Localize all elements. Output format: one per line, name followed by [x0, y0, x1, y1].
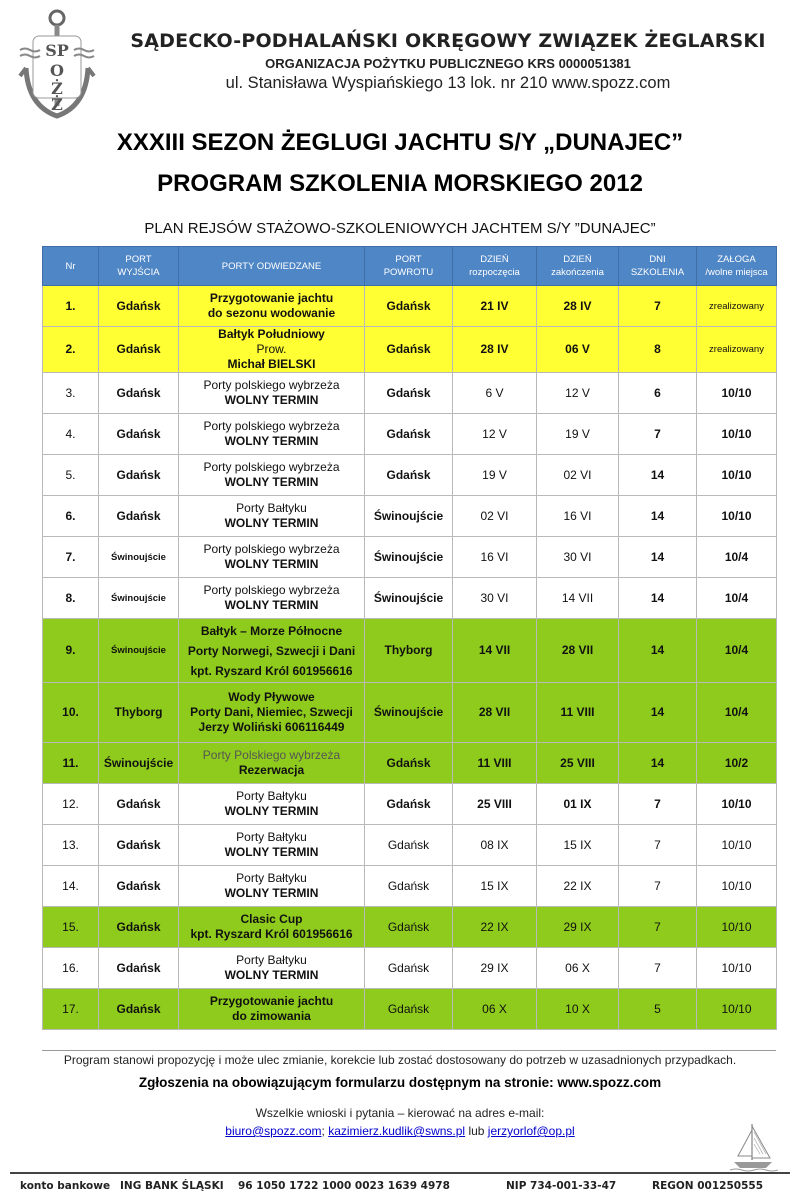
cell-nr: 2. — [43, 327, 99, 373]
cell-days: 7 — [619, 907, 697, 948]
cell-port-from: Gdańsk — [99, 825, 179, 866]
cell-port-from: Gdańsk — [99, 286, 179, 327]
cell-crew: 10/10 — [697, 784, 777, 825]
cell-end: 14 VII — [537, 578, 619, 619]
cell-end: 15 IX — [537, 825, 619, 866]
regon-number: REGON 001250555 — [652, 1180, 763, 1192]
cell-port-from: Świnoujście — [99, 578, 179, 619]
cell-nr: 10. — [43, 683, 99, 743]
cell-ports: Porty polskiego wybrzeża WOLNY TERMIN — [179, 455, 365, 496]
program-note: Program stanowi propozycję i może ulec zmianie, korekcie lub zostać dostosowany do potrzeb w uzasadnionych przypadkach. — [63, 1053, 737, 1067]
header-port-wyjscia: PORT WYJŚCIA — [99, 247, 179, 286]
cell-port-to: Gdańsk — [365, 866, 453, 907]
cell-crew: 10/10 — [697, 496, 777, 537]
bank-name: ING BANK ŚLĄSKI — [120, 1180, 224, 1192]
cell-days: 8 — [619, 327, 697, 373]
cell-days: 14 — [619, 496, 697, 537]
cell-port-to: Gdańsk — [365, 825, 453, 866]
cell-crew: 10/10 — [697, 373, 777, 414]
cell-start: 06 X — [453, 989, 537, 1030]
bottom-divider — [10, 1172, 790, 1174]
cell-port-from: Gdańsk — [99, 414, 179, 455]
cell-port-to: Świnoujście — [365, 496, 453, 537]
cell-days: 14 — [619, 537, 697, 578]
bank-account: 96 1050 1722 1000 0023 1639 4978 — [238, 1180, 450, 1192]
cell-ports: Porty Polskiego wybrzeża Rezerwacja — [179, 743, 365, 784]
table-row — [43, 414, 777, 455]
cell-end: 16 VI — [537, 496, 619, 537]
table-row — [43, 496, 777, 537]
cell-start: 21 IV — [453, 286, 537, 327]
cell-nr: 12. — [43, 784, 99, 825]
cell-ports: Porty polskiego wybrzeża WOLNY TERMIN — [179, 578, 365, 619]
cell-port-to: Gdańsk — [365, 743, 453, 784]
cell-port-to: Gdańsk — [365, 327, 453, 373]
cell-ports: Przygotowanie jachtu do zimowania — [179, 989, 365, 1030]
email-link-kudlik[interactable]: kazimierz.kudlik@swns.pl — [328, 1124, 466, 1138]
cell-port-to: Świnoujście — [365, 683, 453, 743]
header-zaloga: ZAŁOGA /wolne miejsca — [697, 247, 777, 286]
cell-crew: 10/2 — [697, 743, 777, 784]
cell-ports: Clasic Cup kpt. Ryszard Król 601956616 — [179, 907, 365, 948]
cell-days: 14 — [619, 683, 697, 743]
table-header-row — [43, 247, 777, 286]
season-title: XXXIII SEZON ŻEGLUGI JACHTU S/Y „DUNAJEC” — [116, 129, 684, 156]
cell-start: 15 IX — [453, 866, 537, 907]
cell-crew: 10/4 — [697, 537, 777, 578]
cell-port-to: Gdańsk — [365, 286, 453, 327]
cell-nr: 6. — [43, 496, 99, 537]
header-port-powrotu: PORT POWROTU — [365, 247, 453, 286]
cell-start: 28 IV — [453, 327, 537, 373]
email-link-orlof[interactable]: jerzyorlof@op.pl — [487, 1124, 575, 1138]
sailboat-icon — [728, 1120, 778, 1172]
contact-emails: biuro@spozz.com; kazimierz.kudlik@swns.pl lub jerzyorlof@op.pl — [225, 1124, 575, 1138]
svg-text:O: O — [50, 61, 64, 80]
cell-start: 22 IX — [453, 907, 537, 948]
cell-end: 28 VII — [537, 619, 619, 683]
cell-crew: zrealizowany — [697, 286, 777, 327]
cell-start: 12 V — [453, 414, 537, 455]
cell-nr: 1. — [43, 286, 99, 327]
cell-port-to: Gdańsk — [365, 373, 453, 414]
cell-port-to: Gdańsk — [365, 414, 453, 455]
cell-end: 10 X — [537, 989, 619, 1030]
program-title: PROGRAM SZKOLENIA MORSKIEGO 2012 — [157, 170, 643, 197]
cell-port-to: Gdańsk — [365, 948, 453, 989]
cell-days: 14 — [619, 578, 697, 619]
spozz-logo — [18, 6, 96, 124]
cell-nr: 13. — [43, 825, 99, 866]
cell-end: 30 VI — [537, 537, 619, 578]
cell-ports: Porty Bałtyku WOLNY TERMIN — [179, 866, 365, 907]
cell-port-from: Gdańsk — [99, 455, 179, 496]
cell-end: 02 VI — [537, 455, 619, 496]
cell-ports: Porty Bałtyku WOLNY TERMIN — [179, 825, 365, 866]
nip-number: NIP 734-001-33-47 — [506, 1180, 617, 1192]
table-row — [43, 373, 777, 414]
cell-port-from: Świnoujście — [99, 619, 179, 683]
header-porty-odwiedzane: PORTY ODWIEDZANE — [179, 247, 365, 286]
cell-port-from: Gdańsk — [99, 373, 179, 414]
org-subtitle: ORGANIZACJA POŻYTKU PUBLICZNEGO KRS 0000051381 — [265, 56, 631, 71]
cell-start: 25 VIII — [453, 784, 537, 825]
cell-crew: 10/10 — [697, 866, 777, 907]
cell-crew: 10/4 — [697, 683, 777, 743]
cell-nr: 4. — [43, 414, 99, 455]
cell-end: 25 VIII — [537, 743, 619, 784]
cell-crew: 10/4 — [697, 578, 777, 619]
cell-port-from: Gdańsk — [99, 866, 179, 907]
contact-note: Wszelkie wnioski i pytania – kierować na adres e-mail: — [255, 1106, 545, 1120]
cell-ports: Porty polskiego wybrzeża WOLNY TERMIN — [179, 414, 365, 455]
cell-ports: Bałtyk Południowy Prow. Michał BIELSKI — [179, 327, 365, 373]
cell-start: 30 VI — [453, 578, 537, 619]
svg-text:Ż: Ż — [51, 79, 63, 98]
table-row — [43, 455, 777, 496]
cell-end: 06 V — [537, 327, 619, 373]
cell-end: 22 IX — [537, 866, 619, 907]
email-link-biuro[interactable]: biuro@spozz.com — [225, 1124, 322, 1138]
cell-start: 14 VII — [453, 619, 537, 683]
cell-days: 7 — [619, 825, 697, 866]
cell-port-from: Świnoujście — [99, 537, 179, 578]
cell-end: 01 IX — [537, 784, 619, 825]
cell-port-from: Thyborg — [99, 683, 179, 743]
cell-nr: 17. — [43, 989, 99, 1030]
cell-end: 29 IX — [537, 907, 619, 948]
bank-label: konto bankowe — [20, 1180, 111, 1192]
cell-nr: 15. — [43, 907, 99, 948]
cell-crew: 10/10 — [697, 414, 777, 455]
org-address: ul. Stanisława Wyspiańskiego 13 lok. nr 210 www.spozz.com — [225, 74, 671, 92]
cell-port-from: Gdańsk — [99, 496, 179, 537]
cell-start: 6 V — [453, 373, 537, 414]
cell-crew: 10/10 — [697, 907, 777, 948]
cell-port-to: Gdańsk — [365, 989, 453, 1030]
table-row — [43, 989, 777, 1030]
table-row — [43, 537, 777, 578]
cell-end: 19 V — [537, 414, 619, 455]
table-row — [43, 866, 777, 907]
cell-crew: 10/10 — [697, 948, 777, 989]
cell-days: 14 — [619, 743, 697, 784]
cell-port-from: Gdańsk — [99, 327, 179, 373]
cell-port-from: Gdańsk — [99, 948, 179, 989]
cell-days: 7 — [619, 414, 697, 455]
svg-text:Ż: Ż — [51, 95, 63, 114]
table-row — [43, 907, 777, 948]
cell-crew: 10/4 — [697, 619, 777, 683]
table-row — [43, 948, 777, 989]
cell-days: 7 — [619, 286, 697, 327]
cell-start: 28 VII — [453, 683, 537, 743]
footer-divider — [42, 1050, 776, 1051]
cell-days: 7 — [619, 866, 697, 907]
registration-note: Zgłoszenia na obowiązującym formularzu dostępnym na stronie: www.spozz.com — [138, 1075, 662, 1090]
cell-port-from: Świnoujście — [99, 743, 179, 784]
cell-start: 11 VIII — [453, 743, 537, 784]
cell-nr: 5. — [43, 455, 99, 496]
table-row — [43, 825, 777, 866]
table-row — [43, 286, 777, 327]
cell-days: 5 — [619, 989, 697, 1030]
cell-port-to: Thyborg — [365, 619, 453, 683]
cell-nr: 14. — [43, 866, 99, 907]
table-row — [43, 327, 777, 373]
cell-ports: Porty Bałtyku WOLNY TERMIN — [179, 496, 365, 537]
cell-nr: 3. — [43, 373, 99, 414]
header-nr: Nr — [43, 247, 99, 286]
cell-nr: 7. — [43, 537, 99, 578]
cell-ports: Porty polskiego wybrzeża WOLNY TERMIN — [179, 537, 365, 578]
cell-days: 7 — [619, 948, 697, 989]
table-row — [43, 683, 777, 743]
cell-ports: Porty polskiego wybrzeża WOLNY TERMIN — [179, 373, 365, 414]
cell-end: 06 X — [537, 948, 619, 989]
cell-days: 14 — [619, 619, 697, 683]
cell-ports: Porty Bałtyku WOLNY TERMIN — [179, 784, 365, 825]
cell-start: 16 VI — [453, 537, 537, 578]
cell-crew: 10/10 — [697, 989, 777, 1030]
table-row — [43, 578, 777, 619]
cell-port-to: Świnoujście — [365, 537, 453, 578]
cell-days: 7 — [619, 784, 697, 825]
cell-port-from: Gdańsk — [99, 784, 179, 825]
schedule-table — [42, 246, 777, 1030]
cell-nr: 16. — [43, 948, 99, 989]
cell-ports: Przygotowanie jachtu do sezonu wodowanie — [179, 286, 365, 327]
logo-text: SP — [45, 41, 69, 60]
cell-crew: 10/10 — [697, 825, 777, 866]
cell-nr: 11. — [43, 743, 99, 784]
cell-port-to: Świnoujście — [365, 578, 453, 619]
cell-start: 29 IX — [453, 948, 537, 989]
cell-port-to: Gdańsk — [365, 907, 453, 948]
cell-days: 14 — [619, 455, 697, 496]
table-row — [43, 743, 777, 784]
cell-port-to: Gdańsk — [365, 455, 453, 496]
cell-port-to: Gdańsk — [365, 784, 453, 825]
cell-start: 19 V — [453, 455, 537, 496]
cell-days: 6 — [619, 373, 697, 414]
cell-crew: 10/10 — [697, 455, 777, 496]
cell-nr: 8. — [43, 578, 99, 619]
header-dzien-rozpoczecia: DZIEŃ rozpoczęcia — [453, 247, 537, 286]
schedule-table-wrap — [42, 246, 776, 1030]
cell-crew: zrealizowany — [697, 327, 777, 373]
cell-port-from: Gdańsk — [99, 907, 179, 948]
cell-ports: Wody Pływowe Porty Dani, Niemiec, Szwecji Jerzy Woliński 606116449 — [179, 683, 365, 743]
header-dzien-zakonczenia: DZIEŃ zakończenia — [537, 247, 619, 286]
cell-start: 08 IX — [453, 825, 537, 866]
cell-end: 28 IV — [537, 286, 619, 327]
table-row — [43, 784, 777, 825]
header-dni-szkolenia: DNI SZKOLENIA — [619, 247, 697, 286]
cell-end: 12 V — [537, 373, 619, 414]
cell-end: 11 VIII — [537, 683, 619, 743]
cell-ports: Bałtyk – Morze Północne Porty Norwegi, Szwecji i Dani kpt. Ryszard Król 601956616 — [179, 619, 365, 683]
table-row — [43, 619, 777, 683]
cell-nr: 9. — [43, 619, 99, 683]
org-name: SĄDECKO-PODHALAŃSKI OKRĘGOWY ZWIĄZEK ŻEGLARSKI — [130, 30, 766, 52]
plan-title: PLAN REJSÓW STAŻOWO-SZKOLENIOWYCH JACHTEM S/Y ”DUNAJEC” — [144, 220, 656, 237]
cell-start: 02 VI — [453, 496, 537, 537]
cell-port-from: Gdańsk — [99, 989, 179, 1030]
cell-ports: Porty Bałtyku WOLNY TERMIN — [179, 948, 365, 989]
